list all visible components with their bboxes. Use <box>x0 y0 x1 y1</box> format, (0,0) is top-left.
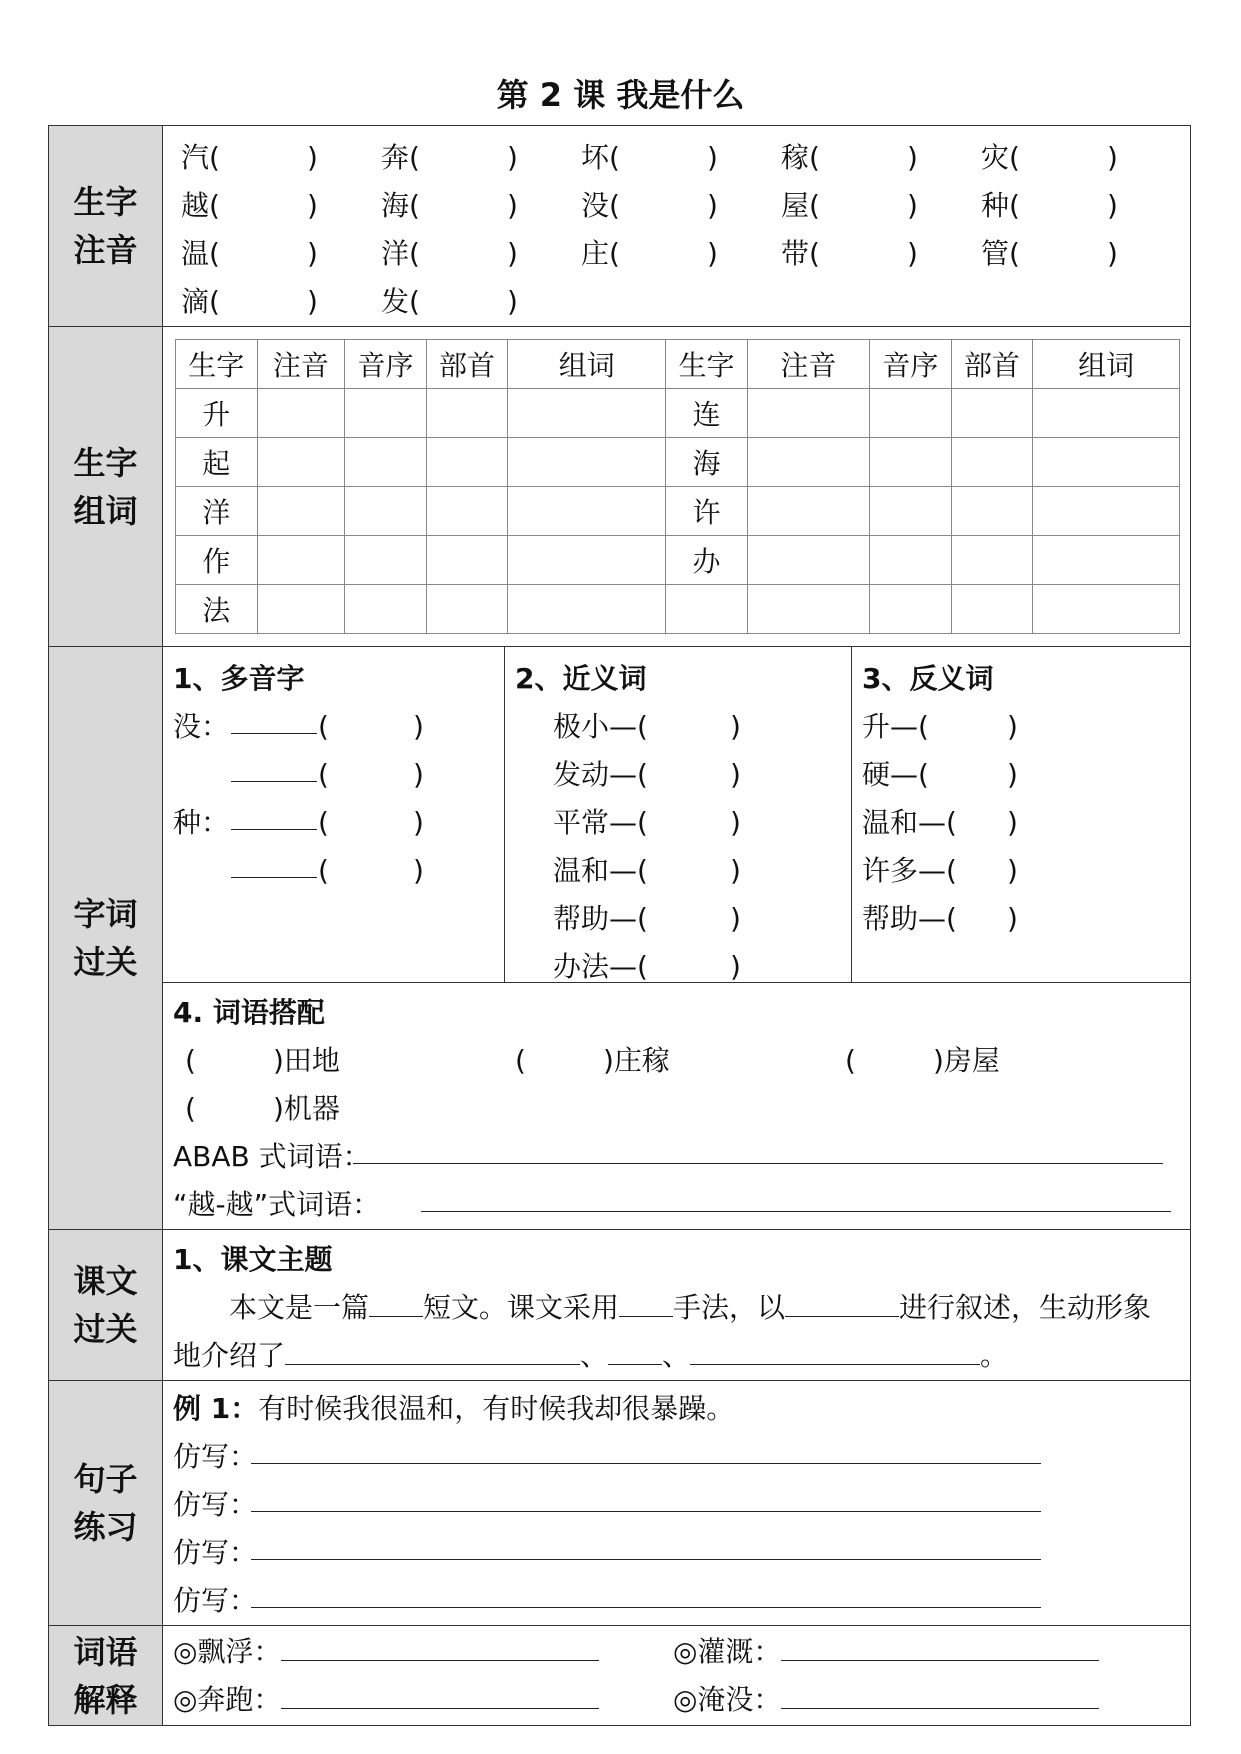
pinyin-blank-close[interactable]: ) <box>907 237 918 270</box>
pinyin-item <box>581 230 781 278</box>
pinyin-char: 带( <box>781 237 820 270</box>
pinyin-blank-close[interactable]: ) <box>707 237 718 270</box>
pair-line <box>862 895 1190 943</box>
answer-cell[interactable] <box>747 389 869 438</box>
column-header: 组词 <box>508 340 666 389</box>
explain-blank[interactable] <box>281 1678 599 1709</box>
text: 本文是一篇 <box>229 1291 370 1324</box>
column-header: 生字 <box>666 340 748 389</box>
pinyin-char: 温( <box>181 237 220 270</box>
pinyin-item <box>781 182 981 230</box>
paren[interactable]: ) <box>1006 710 1018 743</box>
collocation-item <box>833 1037 1163 1085</box>
answer-cell[interactable] <box>870 438 952 487</box>
paren-open[interactable]: ( <box>845 1044 856 1077</box>
imitate-blank[interactable] <box>251 1433 1041 1464</box>
answer-cell[interactable] <box>951 487 1033 536</box>
pinyin-item <box>981 134 1181 182</box>
pinyin-char: 海( <box>381 189 420 222</box>
example-text: 有时候我很温和，有时候我却很暴躁。 <box>258 1392 735 1425</box>
collocation-word: )庄稼 <box>603 1044 670 1077</box>
answer-cell[interactable] <box>345 389 427 438</box>
example-label: 例 1： <box>173 1392 259 1425</box>
text: 短文。课文采用 <box>423 1291 620 1324</box>
word-table-header <box>176 340 1180 389</box>
abab-label: ABAB 式词语： <box>173 1140 371 1173</box>
polyphone-title: 1、多音字 <box>173 662 305 695</box>
imitate-blank[interactable] <box>251 1577 1041 1608</box>
pinyin-blank-close[interactable]: ) <box>307 285 318 318</box>
answer-cell[interactable] <box>426 438 508 487</box>
paren[interactable]: ) <box>730 854 741 887</box>
answer-cell[interactable] <box>870 585 952 634</box>
answer-cell[interactable] <box>870 389 952 438</box>
label-line: 字词 <box>73 895 138 933</box>
answer-cell[interactable] <box>508 536 666 585</box>
theme-line-1 <box>173 1284 1180 1332</box>
section-words <box>49 327 1191 647</box>
answer-cell[interactable] <box>747 536 869 585</box>
paren-open[interactable]: ( <box>185 1092 196 1125</box>
answer-cell[interactable] <box>257 536 345 585</box>
pair-word: 帮助—( <box>553 902 648 935</box>
word-char: 海 <box>666 438 748 487</box>
answer-blank[interactable] <box>285 1334 580 1365</box>
paren: ( <box>318 758 329 791</box>
pinyin-item <box>381 230 581 278</box>
answer-cell[interactable] <box>508 487 666 536</box>
answer-blank[interactable] <box>619 1286 673 1317</box>
section-vocab <box>49 647 1191 1230</box>
answer-cell[interactable] <box>951 536 1033 585</box>
answer-cell[interactable] <box>508 389 666 438</box>
pinyin-blank-close[interactable]: ) <box>707 141 718 174</box>
text: 、 <box>580 1339 609 1372</box>
section-label-text <box>49 1230 163 1381</box>
pair-line <box>515 703 851 751</box>
label-line: 过关 <box>73 943 138 981</box>
answer-blank[interactable] <box>690 1334 980 1365</box>
pinyin-item <box>581 134 781 182</box>
answer-cell[interactable] <box>257 487 345 536</box>
pinyin-item <box>181 134 381 182</box>
answer-cell[interactable] <box>257 585 345 634</box>
poly-char: 没： <box>173 710 230 743</box>
explain-word: ◎灌溉： <box>673 1635 782 1668</box>
answer-blank[interactable] <box>231 751 317 782</box>
pinyin-blank-close[interactable]: ) <box>507 189 518 222</box>
section-label-pinyin <box>49 126 163 327</box>
section-label-vocab <box>49 647 163 1230</box>
word-char: 起 <box>176 438 258 487</box>
explain-word: ◎淹没： <box>673 1683 782 1716</box>
pair-line <box>515 895 851 943</box>
match-block <box>163 982 1190 1229</box>
section-sentence <box>49 1381 1191 1626</box>
answer-cell[interactable] <box>870 536 952 585</box>
collocation-item <box>173 1037 503 1085</box>
answer-cell[interactable] <box>747 487 869 536</box>
pair-line <box>515 943 851 991</box>
pinyin-char: 洋( <box>381 237 420 270</box>
pinyin-char: 汽( <box>181 141 220 174</box>
yue-label: “越-越”式词语： <box>173 1188 381 1221</box>
pinyin-char: 庄( <box>581 237 620 270</box>
label-line: 练习 <box>73 1508 138 1546</box>
pinyin-blank-close[interactable]: ) <box>1107 237 1118 270</box>
pinyin-blank-close[interactable]: ) <box>907 189 918 222</box>
explain-word: ◎飘浮： <box>173 1635 282 1668</box>
pair-word: 升—( <box>861 710 929 743</box>
answer-blank[interactable] <box>231 703 317 734</box>
pinyin-char: 越( <box>181 189 220 222</box>
pinyin-blank-close[interactable]: ) <box>507 141 518 174</box>
column-header: 音序 <box>870 340 952 389</box>
page-title: 第 2 课 我是什么 <box>496 76 745 114</box>
pinyin-char: 灾( <box>981 141 1020 174</box>
answer-cell[interactable] <box>747 585 869 634</box>
paren[interactable]: ) <box>1006 902 1018 935</box>
pinyin-item <box>181 182 381 230</box>
text-theme-title: 1、课文主题 <box>173 1243 333 1276</box>
collocation-word: )机器 <box>273 1092 340 1125</box>
pinyin-char: 没( <box>581 189 620 222</box>
answer-cell[interactable] <box>1033 536 1180 585</box>
paren: ( <box>318 806 329 839</box>
label-line: 解释 <box>73 1680 138 1719</box>
answer-cell[interactable] <box>508 585 666 634</box>
pair-line <box>862 751 1190 799</box>
pinyin-grid <box>163 126 1190 326</box>
answer-cell[interactable] <box>951 389 1033 438</box>
pinyin-blank-close[interactable]: ) <box>307 237 318 270</box>
synonym-title: 2、近义词 <box>515 662 647 695</box>
answer-cell[interactable] <box>345 438 427 487</box>
word-char: 洋 <box>176 487 258 536</box>
explain-blank[interactable] <box>781 1630 1099 1661</box>
imitate-blank[interactable] <box>251 1481 1041 1512</box>
pair-line <box>515 799 851 847</box>
collocation-word: )房屋 <box>933 1044 1000 1077</box>
pinyin-blank-close[interactable]: ) <box>707 189 718 222</box>
pinyin-item <box>181 278 381 326</box>
pinyin-char: 滴( <box>181 285 220 318</box>
paren: ( <box>318 710 329 743</box>
pinyin-blank-close[interactable]: ) <box>507 237 518 270</box>
pair-word: 平常—( <box>553 806 648 839</box>
pinyin-char: 奔( <box>381 141 420 174</box>
antonym-title: 3、反义词 <box>861 662 994 695</box>
section-label-explain <box>49 1626 163 1726</box>
answer-cell[interactable] <box>1033 438 1180 487</box>
paren: ) <box>413 710 424 743</box>
word-char: 许 <box>666 487 748 536</box>
pinyin-item <box>981 230 1181 278</box>
answer-cell[interactable] <box>257 438 345 487</box>
paren-open[interactable]: ( <box>185 1044 196 1077</box>
explain-blank[interactable] <box>281 1630 599 1661</box>
pair-line <box>862 847 1190 895</box>
word-char: 法 <box>176 585 258 634</box>
pinyin-char: 管( <box>981 237 1020 270</box>
table-row <box>176 585 1180 634</box>
abab-blank[interactable] <box>353 1133 1163 1164</box>
answer-cell[interactable] <box>426 536 508 585</box>
answer-cell[interactable] <box>951 585 1033 634</box>
pinyin-char: 坏( <box>581 141 620 174</box>
word-table <box>175 339 1180 634</box>
pinyin-item <box>581 182 781 230</box>
imitate-line <box>173 1577 1190 1625</box>
answer-cell[interactable] <box>1033 487 1180 536</box>
answer-blank[interactable] <box>369 1286 423 1317</box>
section-text <box>49 1230 1191 1381</box>
pair-word: 温和—( <box>553 854 648 887</box>
paren[interactable]: ) <box>730 950 741 983</box>
label-line: 过关 <box>73 1310 138 1348</box>
answer-cell[interactable] <box>345 536 427 585</box>
paren: ) <box>413 854 424 887</box>
pair-word: 帮助—( <box>861 902 957 935</box>
pair-word: 极小—( <box>553 710 648 743</box>
pinyin-item <box>181 230 381 278</box>
label-line: 组词 <box>73 491 138 530</box>
pair-word: 办法—( <box>553 950 648 983</box>
synonym-block <box>504 647 851 982</box>
answer-cell[interactable] <box>426 487 508 536</box>
explain-line <box>163 1628 1190 1676</box>
word-char <box>666 585 748 634</box>
explain-blank[interactable] <box>781 1678 1099 1709</box>
answer-blank[interactable] <box>231 847 317 878</box>
label-line: 课文 <box>73 1262 138 1300</box>
pinyin-item <box>381 278 581 326</box>
column-header: 部首 <box>951 340 1033 389</box>
paren-open[interactable]: ( <box>515 1044 526 1077</box>
label-line: 词语 <box>73 1632 138 1671</box>
collocation-item <box>173 1085 503 1133</box>
answer-blank[interactable] <box>608 1334 662 1365</box>
text: 、 <box>662 1339 691 1372</box>
pinyin-item <box>981 182 1181 230</box>
word-char: 升 <box>176 389 258 438</box>
text: 。 <box>980 1339 1009 1372</box>
explain-item <box>173 1628 673 1676</box>
paren[interactable]: ) <box>1006 806 1018 839</box>
explain-line <box>163 1676 1190 1724</box>
answer-cell[interactable] <box>426 585 508 634</box>
column-header: 部首 <box>426 340 508 389</box>
paren[interactable]: ) <box>730 806 741 839</box>
worksheet-table <box>48 125 1191 1726</box>
paren: ) <box>413 758 424 791</box>
answer-cell[interactable] <box>426 389 508 438</box>
imitate-line <box>173 1529 1190 1577</box>
explain-word: ◎奔跑： <box>173 1683 282 1716</box>
text: 手法，以 <box>673 1291 786 1324</box>
column-header: 音序 <box>345 340 427 389</box>
text: 地介绍了 <box>173 1339 286 1372</box>
pair-line <box>862 799 1190 847</box>
pinyin-char: 发( <box>381 285 420 318</box>
section-label-words <box>49 327 163 647</box>
explain-item <box>173 1676 673 1724</box>
column-header: 注音 <box>747 340 869 389</box>
answer-cell[interactable] <box>747 438 869 487</box>
column-header: 注音 <box>257 340 345 389</box>
table-row <box>176 487 1180 536</box>
yue-blank[interactable] <box>421 1181 1171 1212</box>
paren[interactable]: ) <box>730 758 741 791</box>
paren: ) <box>413 806 424 839</box>
table-row <box>176 389 1180 438</box>
paren[interactable]: ) <box>1006 758 1018 791</box>
pinyin-item <box>381 182 581 230</box>
label-line: 句子 <box>73 1460 138 1498</box>
explain-item <box>673 1628 1173 1676</box>
paren[interactable]: ) <box>1006 854 1018 887</box>
pair-word: 硬—( <box>861 758 929 791</box>
imitate-line <box>173 1433 1190 1481</box>
column-header: 组词 <box>1033 340 1180 389</box>
answer-cell[interactable] <box>345 585 427 634</box>
answer-cell[interactable] <box>257 389 345 438</box>
answer-cell[interactable] <box>951 438 1033 487</box>
explain-item <box>673 1676 1173 1724</box>
pair-line <box>862 703 1190 751</box>
imitate-label: 仿写： <box>173 1440 258 1473</box>
antonym-block <box>851 647 1190 982</box>
pinyin-blank-close[interactable]: ) <box>1107 141 1118 174</box>
paren: ( <box>318 854 329 887</box>
pinyin-item <box>781 230 981 278</box>
pair-line <box>515 751 851 799</box>
pinyin-item <box>381 134 581 182</box>
label-line: 生字 <box>73 443 138 482</box>
pair-word: 温和—( <box>861 806 957 839</box>
pair-line <box>515 847 851 895</box>
polyphone-block <box>163 647 504 982</box>
pinyin-char: 种( <box>981 189 1020 222</box>
word-char: 作 <box>176 536 258 585</box>
paren[interactable]: ) <box>730 710 741 743</box>
text: 进行叙述，生动形象 <box>899 1291 1152 1324</box>
imitate-label: 仿写： <box>173 1584 258 1617</box>
label-line: 生字 <box>73 183 138 221</box>
pinyin-blank-close[interactable]: ) <box>1107 189 1118 222</box>
imitate-line <box>173 1481 1190 1529</box>
pinyin-blank-close[interactable]: ) <box>907 141 918 174</box>
word-char: 办 <box>666 536 748 585</box>
imitate-blank[interactable] <box>251 1529 1041 1560</box>
theme-line-2 <box>173 1332 1180 1380</box>
pinyin-char: 屋( <box>781 189 820 222</box>
paren[interactable]: ) <box>730 902 741 935</box>
answer-cell[interactable] <box>1033 585 1180 634</box>
example-sentence <box>173 1385 1190 1433</box>
match-title: 4. 词语搭配 <box>173 996 325 1029</box>
section-pinyin <box>49 126 1191 327</box>
section-explain <box>49 1626 1191 1726</box>
answer-cell[interactable] <box>508 438 666 487</box>
imitate-label: 仿写： <box>173 1488 258 1521</box>
label-line: 注音 <box>73 231 138 269</box>
pair-word: 许多—( <box>861 854 957 887</box>
poly-char: 种： <box>173 806 230 839</box>
pinyin-char: 稼( <box>781 141 820 174</box>
word-char: 连 <box>666 389 748 438</box>
table-row <box>176 438 1180 487</box>
pinyin-item <box>781 134 981 182</box>
column-header: 生字 <box>176 340 258 389</box>
answer-blank[interactable] <box>231 799 317 830</box>
answer-cell[interactable] <box>870 487 952 536</box>
collocation-item <box>503 1037 833 1085</box>
answer-blank[interactable] <box>785 1286 899 1317</box>
imitate-label: 仿写： <box>173 1536 258 1569</box>
pinyin-blank-close[interactable]: ) <box>307 141 318 174</box>
answer-cell[interactable] <box>1033 389 1180 438</box>
pinyin-blank-close[interactable]: ) <box>307 189 318 222</box>
pinyin-blank-close[interactable]: ) <box>507 285 518 318</box>
pair-word: 发动—( <box>553 758 648 791</box>
section-label-sentence <box>49 1381 163 1626</box>
table-row <box>176 536 1180 585</box>
collocation-word: )田地 <box>273 1044 340 1077</box>
answer-cell[interactable] <box>345 487 427 536</box>
